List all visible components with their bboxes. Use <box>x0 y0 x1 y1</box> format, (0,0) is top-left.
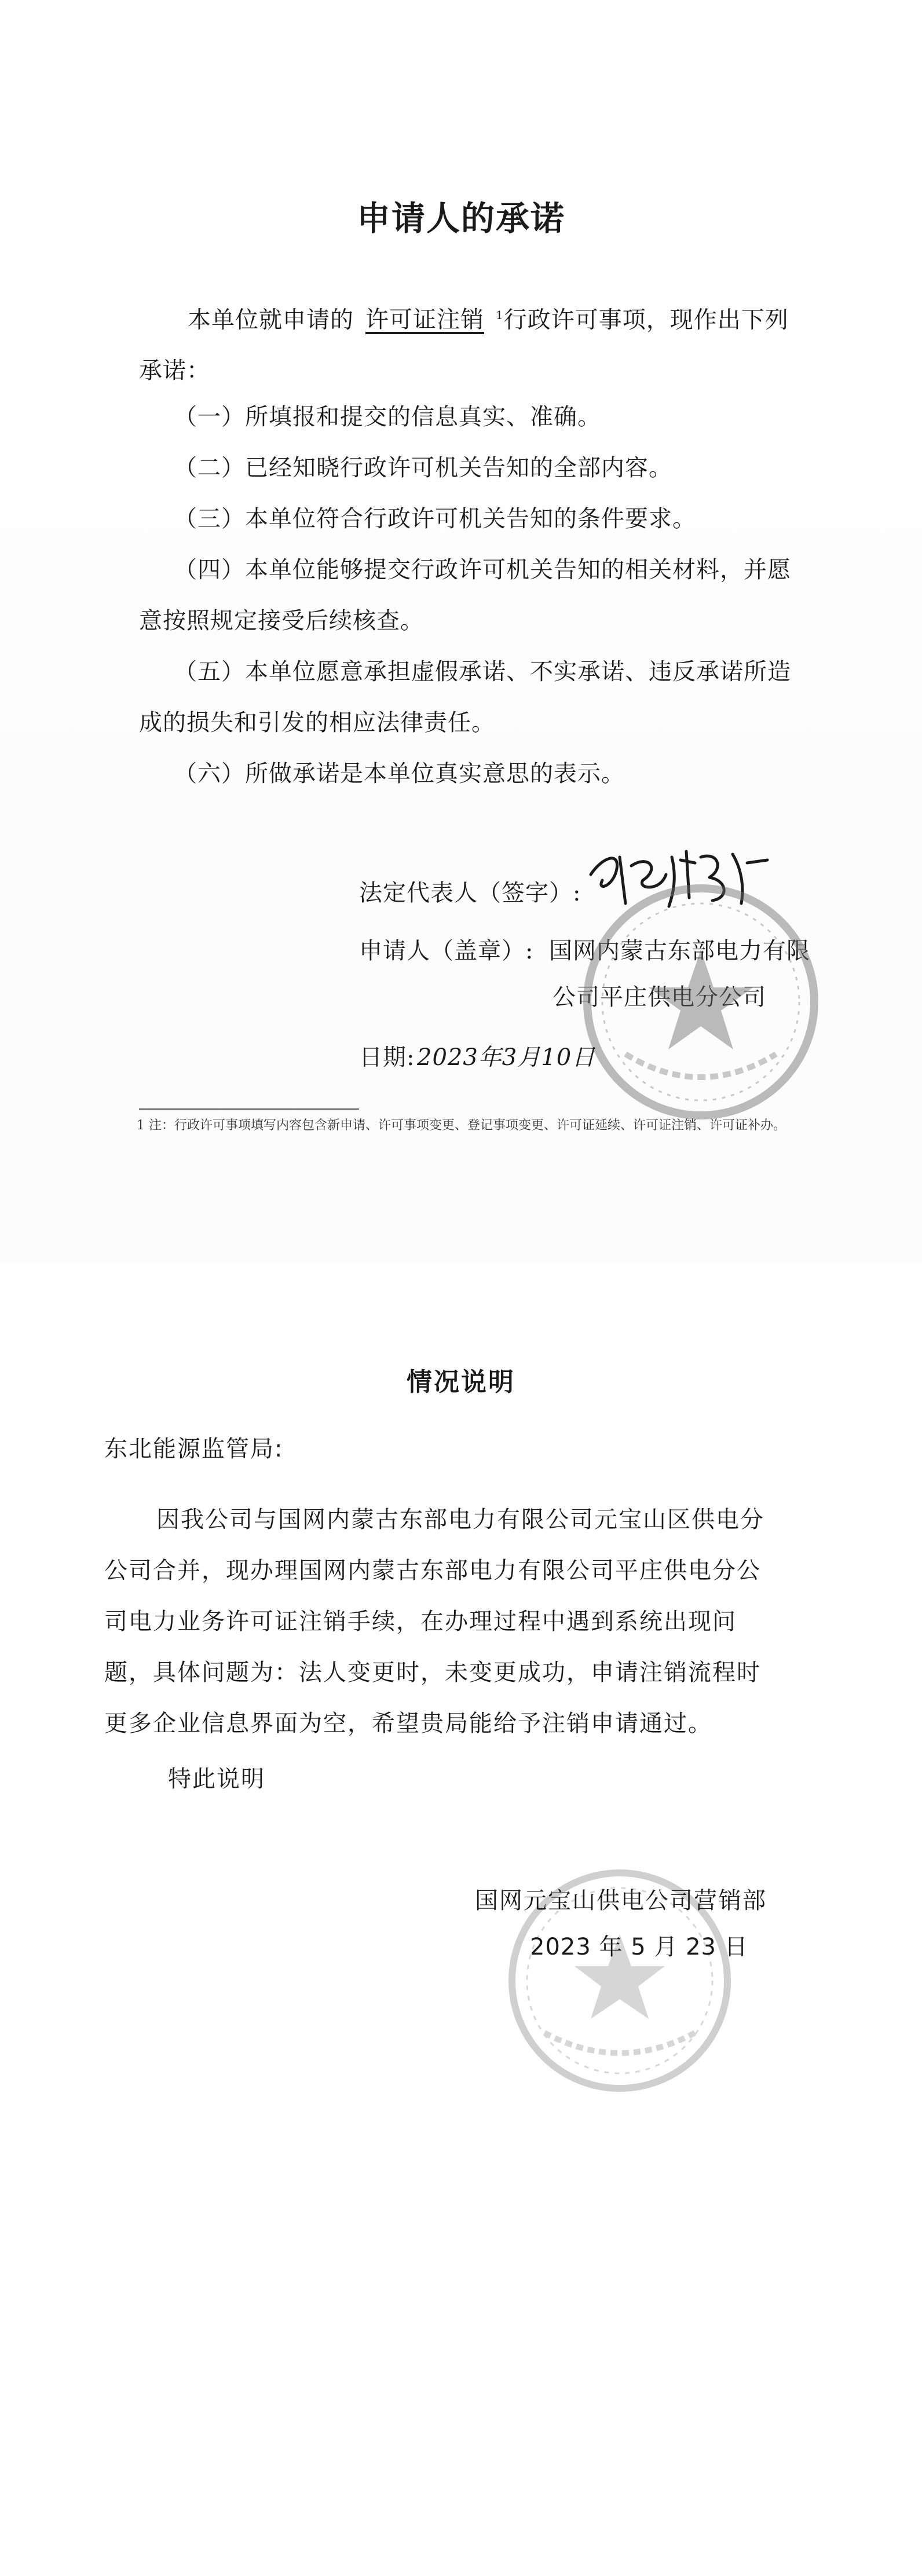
applicant-name-line2: 公司平庄供电分公司 <box>553 984 766 1011</box>
commitment-item: （六）所做承诺是本单位真实意思的表示。 <box>174 760 625 787</box>
page-title: 情况说明 <box>407 1367 515 1397</box>
commitment-item: （三）本单位符合行政许可机关告知的条件要求。 <box>174 506 696 532</box>
closing-line: 特此说明 <box>168 1766 265 1792</box>
commitment-intro <box>139 290 805 396</box>
date-label: 日期: <box>359 1044 415 1071</box>
commitment-page <box>0 0 922 1263</box>
commitment-item: （一）所填报和提交的信息真实、准确。 <box>174 404 601 430</box>
intro-prefix: 本单位就申请的 <box>188 306 354 334</box>
footnote-mark: 1 <box>496 308 504 322</box>
legal-rep-label: 法定代表人（签字）: <box>359 880 581 906</box>
explanation-body: 因我公司与国网内蒙古东部电力有限公司元宝山区供电分公司合并，现办理国网内蒙古东部电力有限公司平庄供电分公司电力业务许可证注销手续，在办理过程中遇到系统出现问题，具体问题为：法人变更时，未变更成功，申请注销流程时更多企业信息界面为空，希望贵局能给予注销申请通过。 <box>104 1506 764 1737</box>
applicant-name-line1: 国网内蒙古东部电力有限 <box>549 938 810 964</box>
footnote-divider <box>139 1108 359 1110</box>
page-title: 申请人的承诺 <box>356 199 565 238</box>
commitment-item: （五）本单位愿意承担虚假承诺、不实承诺、违反承诺所造成的损失和引发的相应法律责任。 <box>139 658 791 736</box>
date: 2023 年 5 月 23 日 <box>530 1934 748 1960</box>
commitment-item: （二）已经知晓行政许可机关告知的全部内容。 <box>174 455 672 481</box>
date-value-handwritten: 2023年3月10日 <box>417 1044 596 1071</box>
footnote: 1 注：行政许可事项填写内容包含新申请、许可事项变更、登记事项变更、许可证延续、许可证注销、许可证补办。 <box>137 1118 786 1133</box>
signatory: 国网元宝山供电公司营销部 <box>475 1887 767 1914</box>
explanation-page <box>0 1263 922 2576</box>
official-seal <box>579 880 822 1124</box>
matter-underlined: 许可证注销 <box>365 306 484 334</box>
addressee: 东北能源监管局: <box>104 1436 284 1462</box>
commitment-item: （四）本单位能够提交行政许可机关告知的相关材料，并愿意按照规定接受后续核查。 <box>139 557 791 634</box>
applicant-label: 申请人（盖章）: <box>359 938 534 964</box>
intro-suffix: 行政许可事项，现作出下列承诺： <box>139 306 789 385</box>
